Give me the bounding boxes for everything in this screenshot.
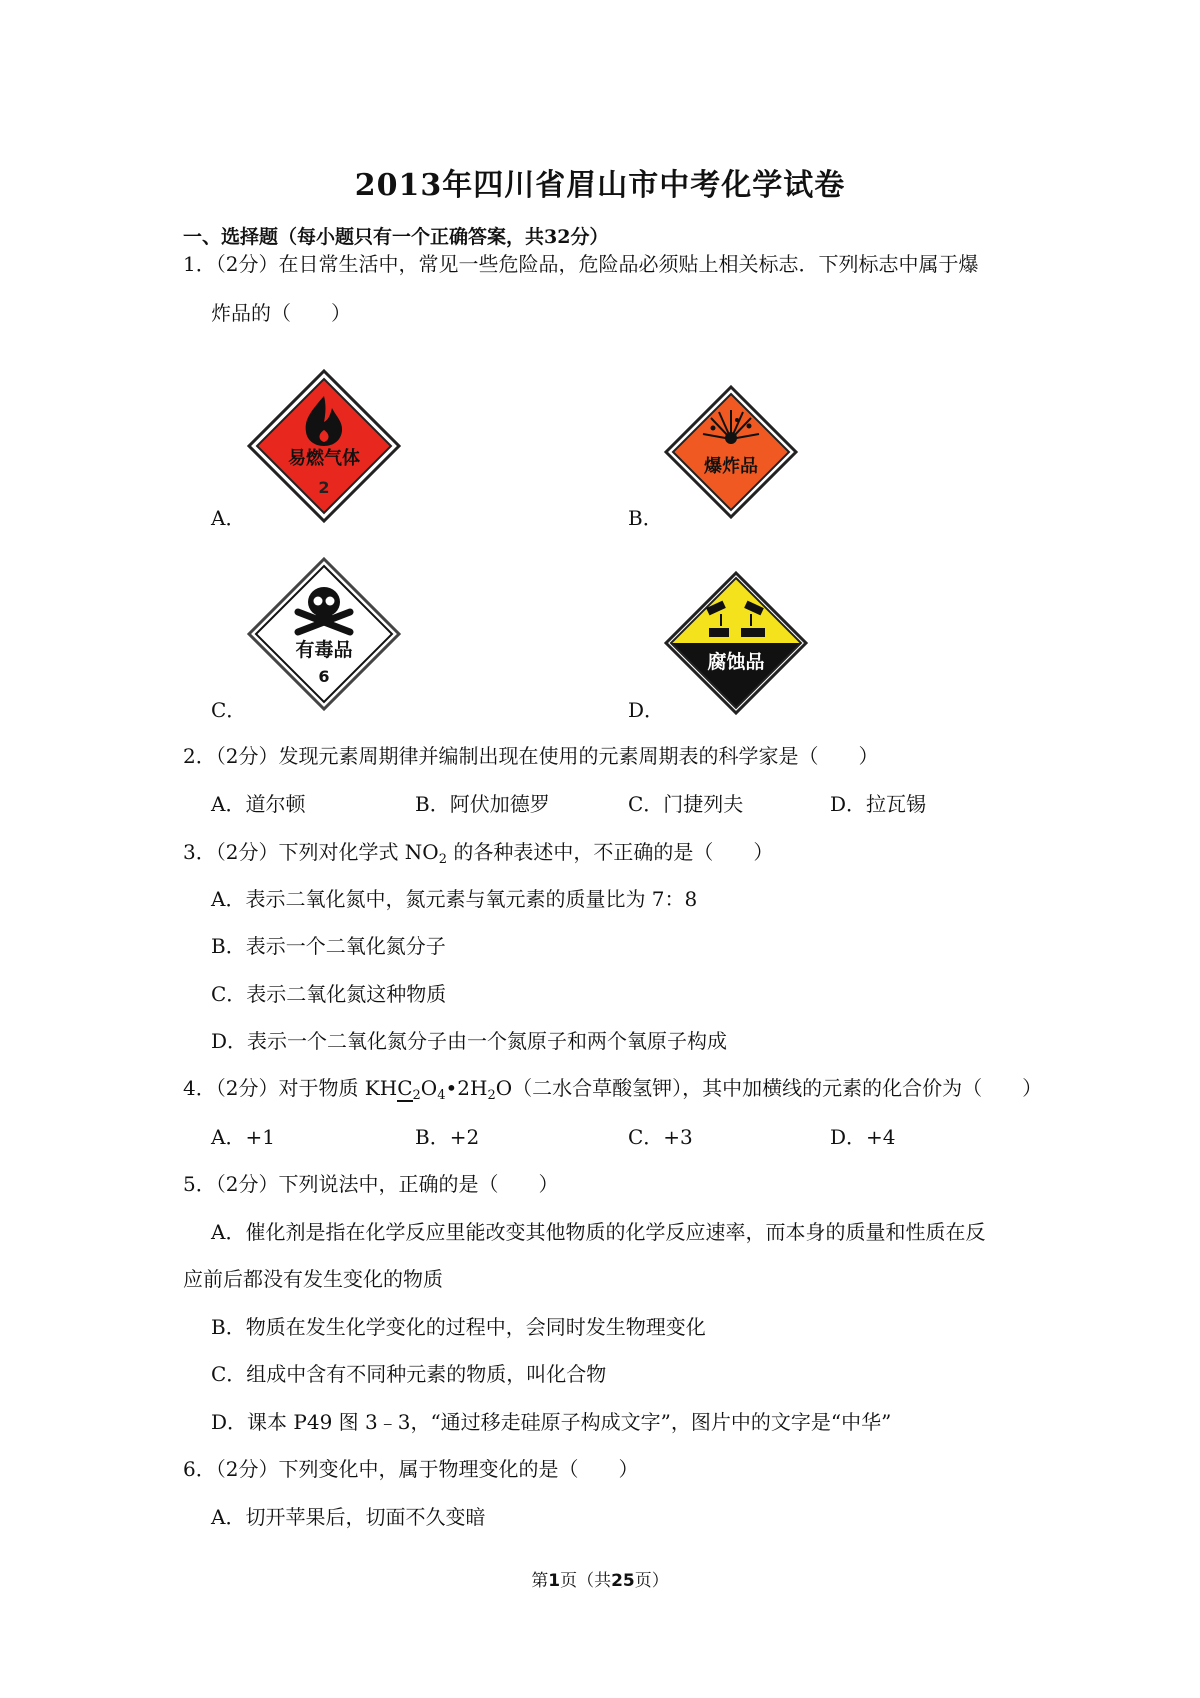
q5-option-b: B．物质在发生化学变化的过程中，会同时发生物理变化: [211, 1315, 706, 1339]
q4-underlined-element: C: [397, 1076, 413, 1100]
q5-option-c: C．组成中含有不同种元素的物质，叫化合物: [211, 1362, 607, 1386]
q4-stem-e: O（二水合草酸氢钾），其中加横线的元素的化合价为（ ）: [495, 1076, 1043, 1100]
q3-option-b: B．表示一个二氧化氮分子: [211, 934, 446, 958]
q3-option-d: D．表示一个二氧化氮分子由一个氮原子和两个氧原子构成: [211, 1029, 728, 1053]
q3-option-a: A．表示二氧化氮中，氮元素与氧元素的质量比为 7：8: [211, 887, 698, 911]
q1-option-d: D．: [628, 698, 665, 722]
q6-option-a: A．切开苹果后，切面不久变暗: [211, 1505, 486, 1529]
q3-option-c: C．表示二氧化氮这种物质: [211, 982, 447, 1006]
q3-stem-sub: 2: [438, 852, 447, 867]
sign-d-label: 腐蚀品: [707, 651, 765, 673]
q1-option-c: C．: [211, 698, 247, 722]
q4-option-c: C．+3: [628, 1125, 693, 1149]
q5-option-a-line1: A．催化剂是指在化学反应里能改变其他物质的化学反应速率，而本身的质量和性质在反: [211, 1220, 986, 1244]
q2-option-a: A．道尔顿: [211, 792, 306, 816]
page-footer: [0, 1566, 1200, 1591]
footer-total-pages: 25: [611, 1571, 635, 1591]
q4-option-d: D．+4: [830, 1125, 896, 1149]
sign-a-number: 2: [318, 478, 330, 497]
q5-stem: 5．（2分）下列说法中，正确的是（ ）: [183, 1172, 559, 1196]
q5-option-d: D．课本 P49 图 3﹣3，“通过移走硅原子构成文字”，图片中的文字是“中华”: [211, 1410, 892, 1434]
q4-sub-3: 2: [487, 1088, 496, 1103]
q6-stem: 6．（2分）下列变化中，属于物理变化的是（ ）: [183, 1457, 639, 1481]
q4-stem-b: O: [420, 1076, 438, 1100]
q4-stem-a: 4．（2分）对于物质 KH: [183, 1076, 398, 1100]
q2-option-d: D．拉瓦锡: [830, 792, 927, 816]
q2-option-b: B．阿伏加德罗: [415, 792, 550, 816]
q4-sub-2: 4: [437, 1088, 446, 1103]
flammable-gas-sign-icon: [246, 368, 402, 524]
q1-option-a: A．: [211, 506, 246, 530]
sign-c-label: 有毒品: [295, 639, 353, 661]
q4-option-b: B．+2: [415, 1125, 480, 1149]
q2-option-c: C．门捷列夫: [628, 792, 744, 816]
footer-mid: 页（共: [560, 1571, 612, 1591]
sign-a-label: 易燃气体: [288, 448, 360, 469]
page-title: 2013年四川省眉山市中考化学试卷: [354, 168, 846, 203]
toxic-sign-icon: [246, 556, 402, 712]
q1-stem-line1: 1．（2分）在日常生活中，常见一些危险品，危险品必须贴上相关标志．下列标志中属于爆: [183, 252, 979, 276]
q3-stem: [183, 836, 773, 867]
q4-option-a: A．+1: [211, 1125, 275, 1149]
sign-c-number: 6: [318, 667, 330, 686]
sign-b-label: 爆炸品: [704, 456, 758, 477]
q4-stem: [183, 1072, 1042, 1103]
q4-stem-d: •2H: [445, 1076, 488, 1100]
q1-stem-line2: 炸品的（ ）: [211, 301, 351, 325]
corrosive-sign-icon: [663, 570, 809, 716]
q4-sub-1: 2: [412, 1088, 421, 1103]
q3-stem-post: 的各种表述中，不正确的是（ ）: [446, 840, 774, 864]
footer-page-number: 1: [548, 1571, 561, 1591]
section-heading: 一、选择题（每小题只有一个正确答案，共32分）: [183, 226, 609, 248]
q5-option-a-line2: 应前后都没有发生变化的物质: [183, 1267, 443, 1291]
footer-post: 页）: [634, 1571, 669, 1591]
q2-stem: 2．（2分）发现元素周期律并编制出现在使用的元素周期表的科学家是（ ）: [183, 744, 879, 768]
footer-pre: 第: [531, 1571, 549, 1591]
q1-option-b: B．: [628, 506, 663, 530]
q3-stem-pre: 3．（2分）下列对化学式 NO: [183, 840, 439, 864]
explosive-sign-icon: [663, 384, 799, 520]
